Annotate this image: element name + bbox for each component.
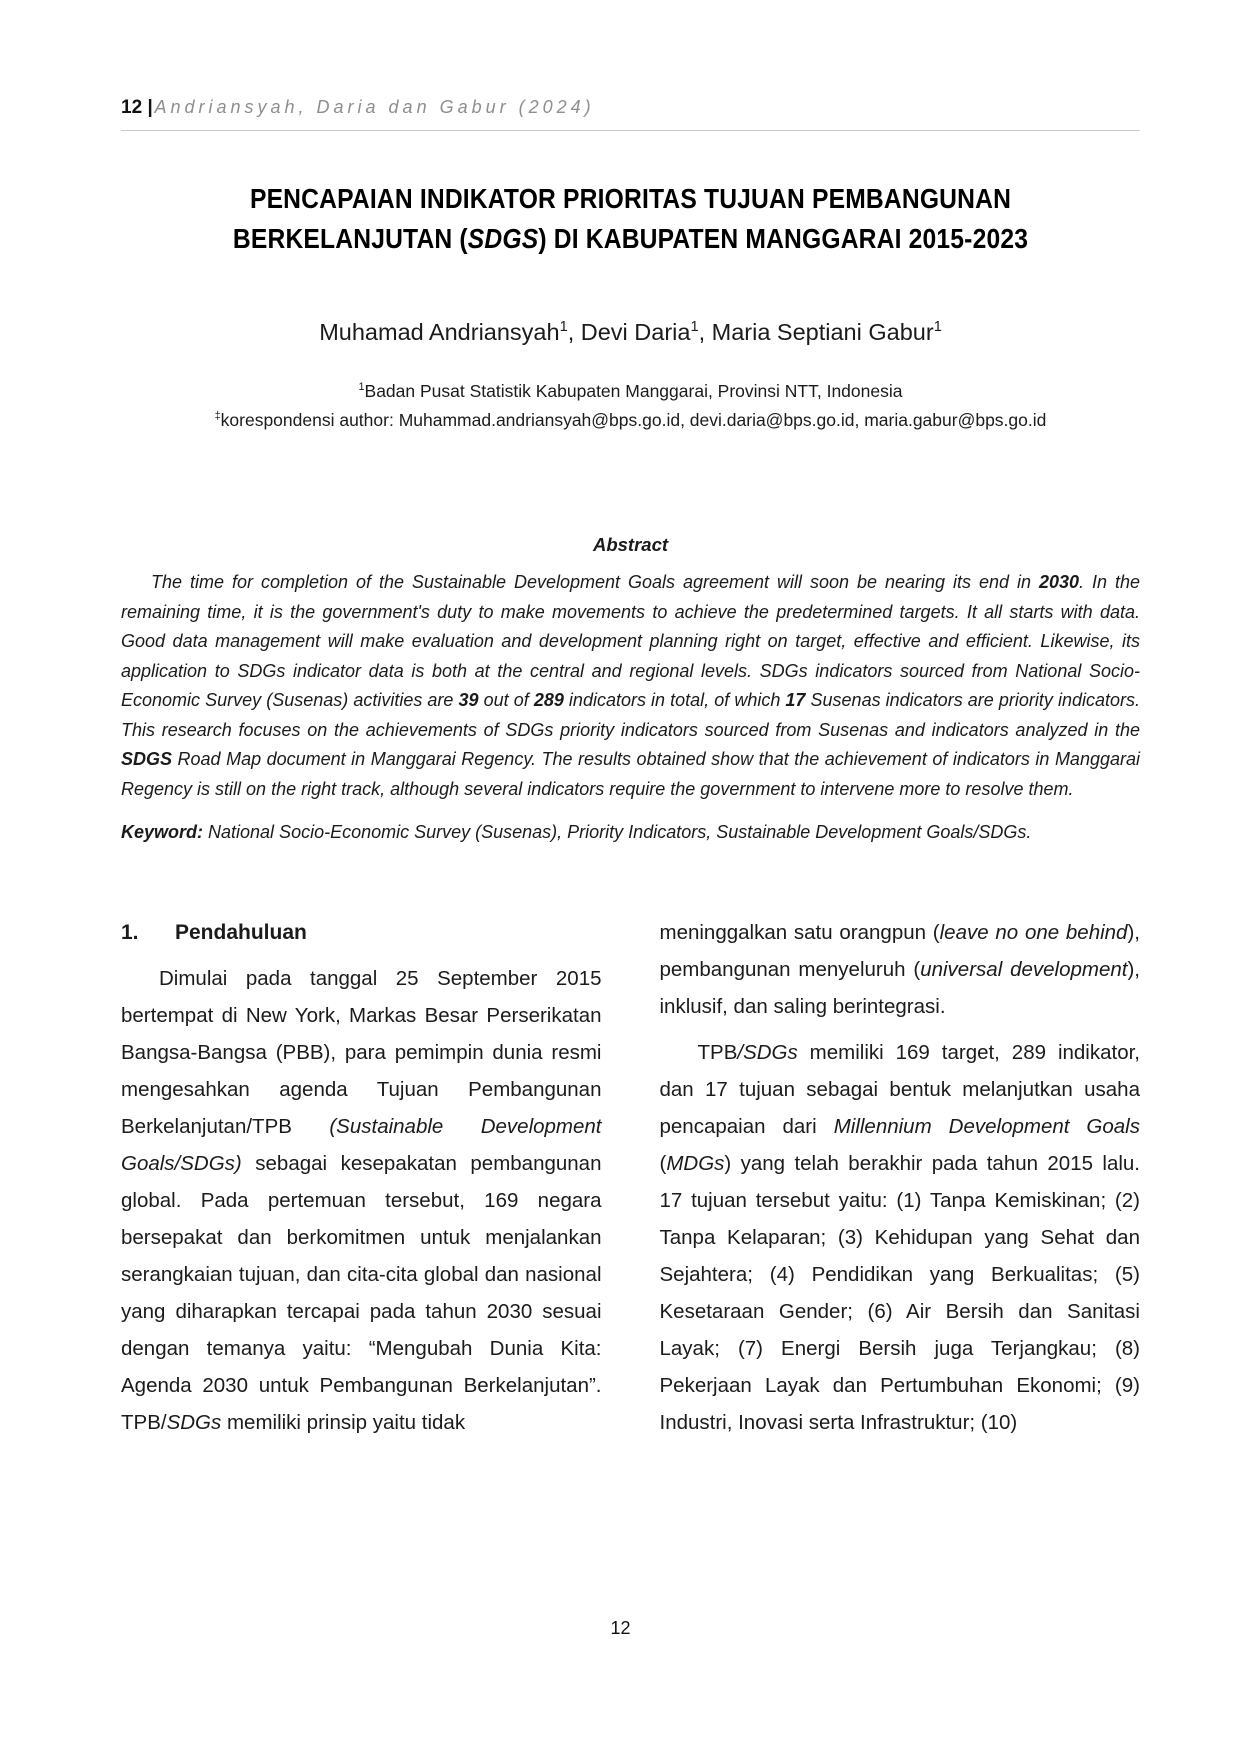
article-title-line-2: BERKELANJUTAN (SDGS) DI KABUPATEN MANGGARAI 2015-2023 (232, 223, 1029, 254)
column-left (121, 914, 602, 1441)
section-heading-pendahuluan (121, 914, 602, 951)
keywords-line: Keyword: National Socio-Economic Survey (Susenas), Priority Indicators, Sustainable Development Goals/SDGs. (121, 822, 1032, 842)
intro-paragraph-1-continued: meninggalkan satu orangpun (leave no one behind), pembangunan menyeluruh (universal development), inklusif, dan saling berintegrasi. (659, 920, 1140, 1018)
running-title: Andriansyah, Daria dan Gabur (2024) (154, 97, 595, 117)
intro-paragraph-2: TPB/SDGs memiliki 169 target, 289 indikator, dan 17 tujuan sebagai bentuk melanjutkan usaha pencapaian dari Millennium Development Goals (MDGs) yang telah berakhir pada tahun 2015 lalu. 17 tujuan tersebut yaitu: (1) Tanpa Kemiskinan; (2) Tanpa Kelaparan; (3) Kehidupan yang Sehat dan Sejahtera; (4) Pendidikan yang Berkualitas; (5) Kesetaraan Gender; (6) Air Bersih dan Sanitasi Layak; (7) Energi Bersih juga Terjangkau; (8) Pekerjaan Layak dan Pertumbuhan Ekonomi; (9) Industri, Inovasi serta Infrastruktur; (10) (659, 1040, 1140, 1434)
section-number: 1. (121, 920, 139, 944)
affiliation-line: $^1$Badan Pusat Statistik Kabupaten Manggarai, Provinsi NTT, Indonesia (358, 381, 903, 401)
authors-line: Muhamad Andriansyah$^1$, Devi Daria$^1$, Maria Septiani Gabur$^1$ (319, 319, 942, 345)
abstract-text: The time for completion of the Sustainable Development Goals agreement will soon be nearing its end in 2030. In the remaining time, it is the government's duty to make movements to achieve the predetermined targets. It all starts with data. Good data management will make evaluation and development planning right on target, effective and efficient. Likewise, its application to SDGs indicator data is both at the central and regional levels. SDGs indicators sourced from National Socio-Economic Survey (Susenas) activities are 39 out of 289 indicators in total, of which 17 Susenas indicators are priority indicators. This research focuses on the achievements of SDGs priority indicators sourced from Susenas and indicators analyzed in the SDGS Road Map document in Manggarai Regency. The results obtained show that the achievement of indicators in Manggarai Regency is still on the right track, although several indicators require the government to intervene more to resolve them. (121, 572, 1140, 799)
correspondence-line: ‡korespondensi author: Muhammad.andriansyah@bps.go.id, devi.daria@bps.go.id, maria.gabur@bps.go.id (214, 410, 1047, 430)
header-separator: | (147, 97, 153, 118)
column-right (660, 914, 1141, 1441)
footer-page-number: 12 (610, 1618, 631, 1638)
page-header (121, 97, 1140, 131)
article-title (121, 179, 1140, 259)
header-page-number: 12 (121, 97, 143, 118)
article-title-line-1: PENCAPAIAN INDIKATOR PRIORITAS TUJUAN PEMBANGUNAN (249, 183, 1012, 214)
abstract-heading: Abstract (592, 534, 669, 555)
section-title: Pendahuluan (175, 920, 307, 944)
two-column-body (121, 914, 1140, 1441)
intro-paragraph-1: Dimulai pada tanggal 25 September 2015 bertempat di New York, Markas Besar Perserikatan Bangsa-Bangsa (PBB), para pemimpin dunia resmi mengesahkan agenda Tujuan Pembangunan Berkelanjutan/TPB (Sustainable Development Goals/SDGs) sebagai kesepakatan pembangunan global. Pada pertemuan tersebut, 169 negara bersepakat dan berkomitmen untuk menjalankan serangkaian tujuan, dan cita-cita global dan nasional yang diharapkan tercapai pada tahun 2030 sesuai dengan temanya yaitu: “Mengubah Dunia Kita: Agenda 2030 untuk Pembangunan Berkelanjutan”. TPB/SDGs memiliki prinsip yaitu tidak (121, 966, 602, 1434)
